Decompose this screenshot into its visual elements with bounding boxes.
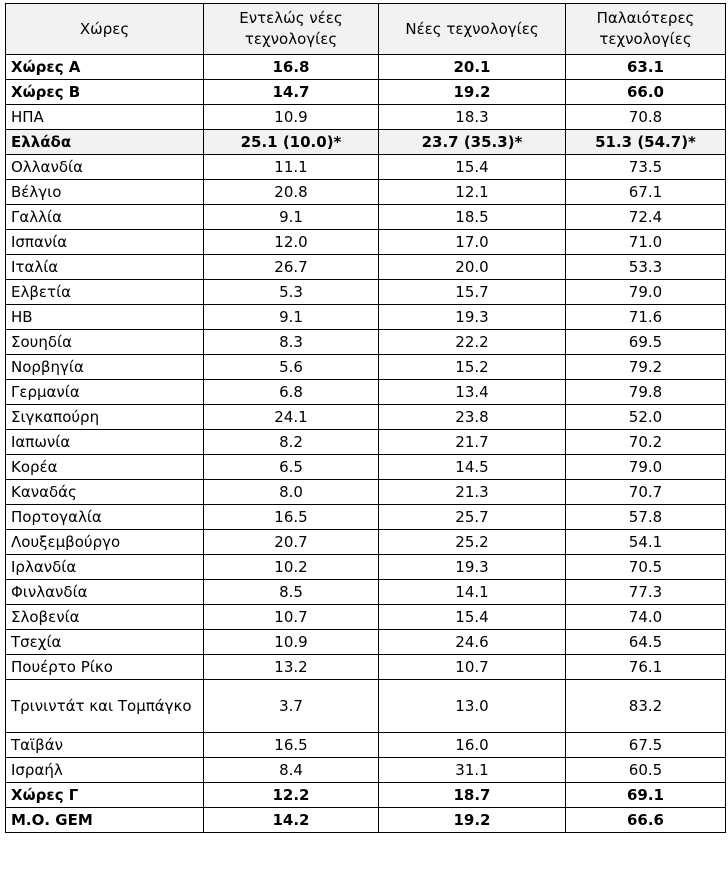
country-cell: Βέλγιο <box>6 180 204 205</box>
country-cell: Τρινιντάτ και Τομπάγκο <box>6 680 204 733</box>
older-tech-cell: 71.6 <box>566 305 726 330</box>
older-tech-cell: 73.5 <box>566 155 726 180</box>
brand-new-tech-cell: 9.1 <box>204 305 379 330</box>
brand-new-tech-cell: 14.2 <box>204 808 379 833</box>
country-cell: Σλοβενία <box>6 605 204 630</box>
new-tech-cell: 15.7 <box>379 280 566 305</box>
brand-new-tech-cell: 8.5 <box>204 580 379 605</box>
table-row <box>6 783 726 808</box>
country-cell: Πορτογαλία <box>6 505 204 530</box>
country-cell: Ισραήλ <box>6 758 204 783</box>
new-tech-cell: 15.2 <box>379 355 566 380</box>
brand-new-tech-cell: 25.1 (10.0)* <box>204 130 379 155</box>
table-row <box>6 580 726 605</box>
table-row <box>6 480 726 505</box>
table-row <box>6 280 726 305</box>
new-tech-cell: 24.6 <box>379 630 566 655</box>
country-cell: ΗΠΑ <box>6 105 204 130</box>
new-tech-cell: 19.2 <box>379 808 566 833</box>
new-tech-cell: 21.7 <box>379 430 566 455</box>
table-row <box>6 808 726 833</box>
table-row <box>6 55 726 80</box>
new-tech-cell: 10.7 <box>379 655 566 680</box>
brand-new-tech-cell: 24.1 <box>204 405 379 430</box>
new-tech-cell: 20.1 <box>379 55 566 80</box>
older-tech-cell: 79.0 <box>566 455 726 480</box>
country-cell: Ελβετία <box>6 280 204 305</box>
older-tech-cell: 51.3 (54.7)* <box>566 130 726 155</box>
brand-new-tech-cell: 6.5 <box>204 455 379 480</box>
older-tech-cell: 70.2 <box>566 430 726 455</box>
table-row <box>6 630 726 655</box>
country-cell: Φινλανδία <box>6 580 204 605</box>
country-cell: Σιγκαπούρη <box>6 405 204 430</box>
table-row <box>6 605 726 630</box>
table-row <box>6 455 726 480</box>
new-tech-cell: 23.7 (35.3)* <box>379 130 566 155</box>
new-tech-cell: 19.3 <box>379 305 566 330</box>
older-tech-cell: 60.5 <box>566 758 726 783</box>
brand-new-tech-cell: 3.7 <box>204 680 379 733</box>
table-row <box>6 105 726 130</box>
table-row <box>6 405 726 430</box>
country-cell: Ιταλία <box>6 255 204 280</box>
brand-new-tech-cell: 8.2 <box>204 430 379 455</box>
new-tech-cell: 14.1 <box>379 580 566 605</box>
table-row <box>6 155 726 180</box>
brand-new-tech-cell: 10.9 <box>204 630 379 655</box>
country-cell: Γερμανία <box>6 380 204 405</box>
table-row <box>6 680 726 733</box>
brand-new-tech-cell: 5.6 <box>204 355 379 380</box>
new-tech-cell: 19.3 <box>379 555 566 580</box>
older-tech-cell: 70.8 <box>566 105 726 130</box>
new-tech-cell: 23.8 <box>379 405 566 430</box>
older-tech-cell: 52.0 <box>566 405 726 430</box>
older-tech-cell: 53.3 <box>566 255 726 280</box>
table-row <box>6 255 726 280</box>
new-tech-cell: 25.7 <box>379 505 566 530</box>
older-tech-cell: 66.6 <box>566 808 726 833</box>
table-row <box>6 505 726 530</box>
country-cell: Μ.Ο. GEM <box>6 808 204 833</box>
country-cell: Χώρες Α <box>6 55 204 80</box>
brand-new-tech-cell: 16.5 <box>204 733 379 758</box>
table-row <box>6 530 726 555</box>
older-tech-cell: 72.4 <box>566 205 726 230</box>
country-cell: Καναδάς <box>6 480 204 505</box>
country-cell: ΗΒ <box>6 305 204 330</box>
older-tech-cell: 67.1 <box>566 180 726 205</box>
table-row <box>6 305 726 330</box>
brand-new-tech-cell: 13.2 <box>204 655 379 680</box>
brand-new-tech-cell: 16.5 <box>204 505 379 530</box>
new-tech-cell: 18.3 <box>379 105 566 130</box>
new-tech-cell: 20.0 <box>379 255 566 280</box>
country-cell: Χώρες Γ <box>6 783 204 808</box>
table-row <box>6 733 726 758</box>
country-cell: Ολλανδία <box>6 155 204 180</box>
country-cell: Τσεχία <box>6 630 204 655</box>
brand-new-tech-cell: 10.9 <box>204 105 379 130</box>
table-row <box>6 430 726 455</box>
new-tech-cell: 22.2 <box>379 330 566 355</box>
country-cell: Χώρες Β <box>6 80 204 105</box>
older-tech-cell: 70.5 <box>566 555 726 580</box>
brand-new-tech-cell: 16.8 <box>204 55 379 80</box>
brand-new-tech-cell: 6.8 <box>204 380 379 405</box>
table-row <box>6 205 726 230</box>
new-tech-cell: 18.5 <box>379 205 566 230</box>
brand-new-tech-cell: 8.0 <box>204 480 379 505</box>
older-tech-cell: 79.8 <box>566 380 726 405</box>
new-tech-cell: 16.0 <box>379 733 566 758</box>
new-tech-cell: 21.3 <box>379 480 566 505</box>
brand-new-tech-cell: 20.8 <box>204 180 379 205</box>
older-tech-cell: 77.3 <box>566 580 726 605</box>
table-row <box>6 330 726 355</box>
brand-new-tech-cell: 5.3 <box>204 280 379 305</box>
new-tech-cell: 19.2 <box>379 80 566 105</box>
brand-new-tech-cell: 10.2 <box>204 555 379 580</box>
country-cell: Ιαπωνία <box>6 430 204 455</box>
older-tech-cell: 70.7 <box>566 480 726 505</box>
table-row <box>6 80 726 105</box>
table-row <box>6 555 726 580</box>
brand-new-tech-cell: 26.7 <box>204 255 379 280</box>
header-brand-new-technologies: Εντελώς νέες τεχνολογίες <box>204 4 379 55</box>
table-body <box>6 55 726 833</box>
country-cell: Ταϊβάν <box>6 733 204 758</box>
older-tech-cell: 71.0 <box>566 230 726 255</box>
new-tech-cell: 12.1 <box>379 180 566 205</box>
table-row <box>6 380 726 405</box>
older-tech-cell: 66.0 <box>566 80 726 105</box>
country-cell: Ισπανία <box>6 230 204 255</box>
country-cell: Ελλάδα <box>6 130 204 155</box>
technology-table <box>5 3 726 833</box>
brand-new-tech-cell: 11.1 <box>204 155 379 180</box>
brand-new-tech-cell: 20.7 <box>204 530 379 555</box>
new-tech-cell: 31.1 <box>379 758 566 783</box>
country-cell: Γαλλία <box>6 205 204 230</box>
new-tech-cell: 15.4 <box>379 605 566 630</box>
table-container <box>5 3 726 833</box>
new-tech-cell: 18.7 <box>379 783 566 808</box>
table-row <box>6 355 726 380</box>
brand-new-tech-cell: 8.3 <box>204 330 379 355</box>
table-row <box>6 130 726 155</box>
header-new-technologies: Νέες τεχνολογίες <box>379 4 566 55</box>
country-cell: Πουέρτο Ρίκο <box>6 655 204 680</box>
brand-new-tech-cell: 14.7 <box>204 80 379 105</box>
older-tech-cell: 69.5 <box>566 330 726 355</box>
new-tech-cell: 15.4 <box>379 155 566 180</box>
brand-new-tech-cell: 12.2 <box>204 783 379 808</box>
older-tech-cell: 83.2 <box>566 680 726 733</box>
new-tech-cell: 17.0 <box>379 230 566 255</box>
brand-new-tech-cell: 12.0 <box>204 230 379 255</box>
older-tech-cell: 79.0 <box>566 280 726 305</box>
brand-new-tech-cell: 8.4 <box>204 758 379 783</box>
country-cell: Σουηδία <box>6 330 204 355</box>
header-countries: Χώρες <box>6 4 204 55</box>
older-tech-cell: 63.1 <box>566 55 726 80</box>
older-tech-cell: 69.1 <box>566 783 726 808</box>
new-tech-cell: 25.2 <box>379 530 566 555</box>
brand-new-tech-cell: 10.7 <box>204 605 379 630</box>
table-row <box>6 180 726 205</box>
older-tech-cell: 54.1 <box>566 530 726 555</box>
country-cell: Λουξεμβούργο <box>6 530 204 555</box>
country-cell: Νορβηγία <box>6 355 204 380</box>
table-row <box>6 758 726 783</box>
older-tech-cell: 67.5 <box>566 733 726 758</box>
older-tech-cell: 74.0 <box>566 605 726 630</box>
older-tech-cell: 79.2 <box>566 355 726 380</box>
header-older-technologies: Παλαιότερες τεχνολογίες <box>566 4 726 55</box>
new-tech-cell: 13.4 <box>379 380 566 405</box>
older-tech-cell: 57.8 <box>566 505 726 530</box>
older-tech-cell: 64.5 <box>566 630 726 655</box>
new-tech-cell: 14.5 <box>379 455 566 480</box>
new-tech-cell: 13.0 <box>379 680 566 733</box>
older-tech-cell: 76.1 <box>566 655 726 680</box>
brand-new-tech-cell: 9.1 <box>204 205 379 230</box>
table-row <box>6 655 726 680</box>
table-row <box>6 230 726 255</box>
header-row <box>6 4 726 55</box>
country-cell: Κορέα <box>6 455 204 480</box>
country-cell: Ιρλανδία <box>6 555 204 580</box>
